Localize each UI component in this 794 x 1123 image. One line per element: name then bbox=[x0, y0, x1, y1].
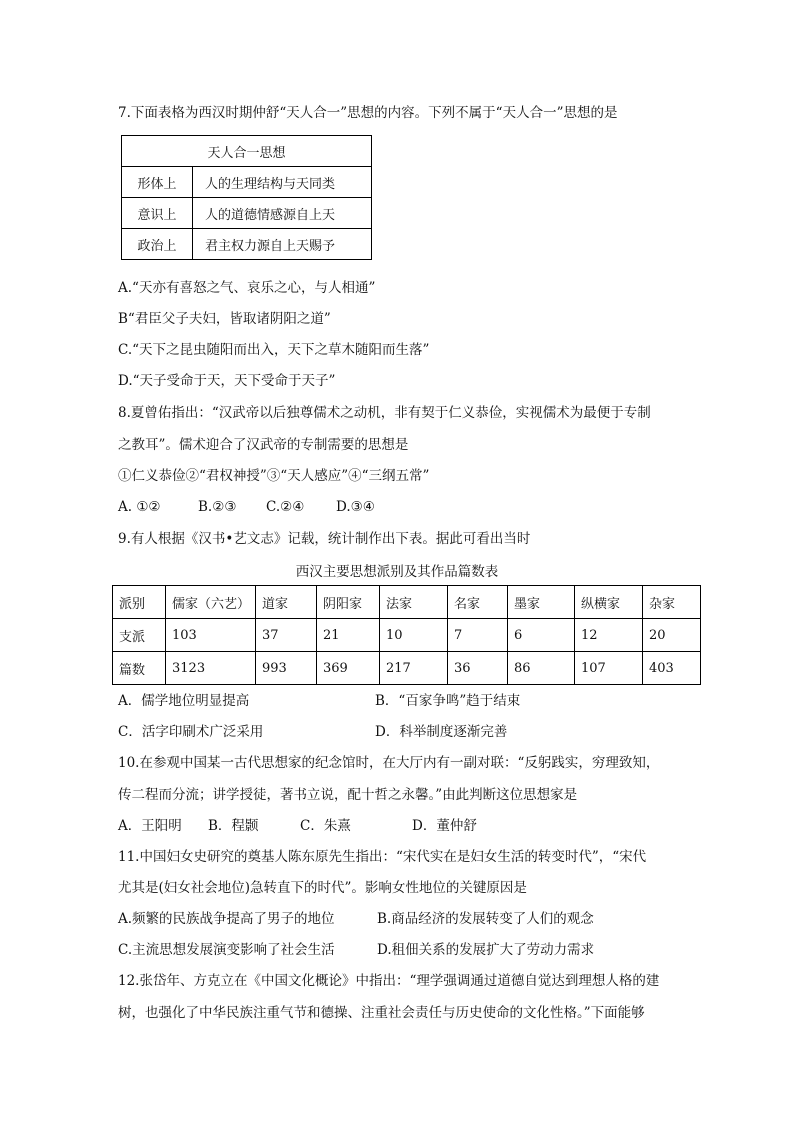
table-cell: 103 bbox=[166, 619, 256, 652]
table-row bbox=[122, 167, 372, 198]
q11-option-c: C.主流思想发展演变影响了社会生活 bbox=[118, 942, 335, 958]
q10-stem-line2: 传二程而分流；讲学授徒，著书立说，配十哲之永馨。”由此判断这位思想家是 bbox=[118, 787, 578, 803]
q7-table-header: 天人合一思想 bbox=[122, 136, 372, 167]
table-cell: 7 bbox=[448, 619, 508, 652]
q11-option-d: D.租佃关系的发展扩大了劳动力需求 bbox=[377, 942, 595, 958]
q11-option-a: A.频繁的民族战争提高了男子的地位 bbox=[118, 911, 335, 927]
table-cell: 993 bbox=[256, 652, 317, 685]
q8-option-b: B.②③ bbox=[198, 499, 237, 515]
table-cell: 形体上 bbox=[122, 167, 193, 198]
q11-stem-line1: 11.中国妇女史研究的奠基人陈东原先生指出：“宋代实在是妇女生活的转变时代”，“宋代 bbox=[118, 849, 647, 865]
q10-option-b: B．程颢 bbox=[208, 818, 259, 834]
q9-stem: 9.有人根据《汉书•艺文志》记载，统计制作出下表。据此可看出当时 bbox=[118, 531, 531, 547]
q10-option-c: C．朱熹 bbox=[300, 818, 351, 834]
table-header-cell: 派别 bbox=[113, 586, 166, 619]
table-header-cell: 儒家（六艺） bbox=[166, 586, 256, 619]
q7-option-a: A.“天亦有喜怒之气、哀乐之心，与人相通” bbox=[118, 280, 376, 296]
q12-stem-line2: 树，也强化了中华民族注重气节和德操、注重社会责任与历史使命的文化性格。”下面能够 bbox=[118, 1005, 645, 1021]
q11-option-b: B.商品经济的发展转变了人们的观念 bbox=[377, 911, 594, 927]
q7-option-d: D.“天子受命于天，天下受命于天子” bbox=[118, 373, 336, 389]
table-cell: 人的道德情感源自上天 bbox=[193, 198, 372, 229]
q9-option-b: B．“百家争鸣”趋于结束 bbox=[375, 693, 521, 709]
table-cell: 36 bbox=[448, 652, 508, 685]
q9-table-title: 西汉主要思想派别及其作品篇数表 bbox=[295, 564, 499, 580]
table-row bbox=[122, 229, 372, 260]
q10-option-d: D．董仲舒 bbox=[412, 818, 477, 834]
table-row bbox=[113, 619, 701, 652]
table-cell: 403 bbox=[643, 652, 701, 685]
table-cell: 6 bbox=[508, 619, 575, 652]
q9-option-d: D．科举制度逐渐完善 bbox=[375, 724, 508, 740]
q11-stem-line2: 尤其是(妇女社会地位)急转直下的时代”。影响女性地位的关键原因是 bbox=[118, 880, 527, 896]
table-cell: 20 bbox=[643, 619, 701, 652]
table-cell: 支派 bbox=[113, 619, 166, 652]
q8-option-d: D.③④ bbox=[336, 499, 375, 515]
table-row bbox=[113, 652, 701, 685]
table-header-row bbox=[113, 586, 701, 619]
q8-stem-line1: 8.夏曾佑指出：“汉武帝以后独尊儒术之动机，非有契于仁义恭俭，实视儒术为最便于专制 bbox=[118, 405, 651, 421]
table-cell: 政治上 bbox=[122, 229, 193, 260]
q9-option-c: C．活字印刷术广泛采用 bbox=[118, 724, 264, 740]
table-cell: 3123 bbox=[166, 652, 256, 685]
table-header-cell: 杂家 bbox=[643, 586, 701, 619]
table-cell: 369 bbox=[317, 652, 380, 685]
q8-items: ①仁义恭俭②“君权神授”③“天人感应”④“三纲五常” bbox=[118, 468, 430, 484]
q12-stem-line1: 12.张岱年、方克立在《中国文化概论》中指出：“理学强调通过道德自觉达到理想人格的建 bbox=[118, 973, 660, 989]
q7-option-c: C.“天下之昆虫随阳而出入，天下之草木随阳而生落” bbox=[118, 342, 430, 358]
q8-stem-line2: 之教耳”。儒术迎合了汉武帝的专制需要的思想是 bbox=[118, 437, 409, 453]
table-cell: 君主权力源自上天赐予 bbox=[193, 229, 372, 260]
table-cell: 217 bbox=[380, 652, 448, 685]
q8-option-c: C.②④ bbox=[266, 499, 305, 515]
table-cell: 人的生理结构与天同类 bbox=[193, 167, 372, 198]
table-cell: 107 bbox=[575, 652, 643, 685]
table-row bbox=[122, 198, 372, 229]
table-cell: 10 bbox=[380, 619, 448, 652]
table-header-cell: 法家 bbox=[380, 586, 448, 619]
table-cell: 86 bbox=[508, 652, 575, 685]
q7-option-b: B“君臣父子夫妇，皆取诸阴阳之道” bbox=[118, 311, 331, 327]
table-cell: 意识上 bbox=[122, 198, 193, 229]
table-header-cell: 道家 bbox=[256, 586, 317, 619]
table-cell: 篇数 bbox=[113, 652, 166, 685]
q7-stem: 7.下面表格为西汉时期仲舒“天人合一”思想的内容。下列不属于“天人合一”思想的是 bbox=[118, 105, 618, 121]
table-header-cell: 墨家 bbox=[508, 586, 575, 619]
q10-stem-line1: 10.在参观中国某一古代思想家的纪念馆时，在大厅内有一副对联：“反躬践实，穷理致知， bbox=[118, 755, 660, 771]
q7-table bbox=[121, 135, 372, 260]
q9-table bbox=[112, 585, 701, 685]
table-cell: 12 bbox=[575, 619, 643, 652]
table-header-cell: 名家 bbox=[448, 586, 508, 619]
q10-option-a: A．王阳明 bbox=[118, 818, 182, 834]
q8-option-a: A. ①② bbox=[118, 499, 161, 515]
table-header-cell: 纵横家 bbox=[575, 586, 643, 619]
q9-option-a: A．儒学地位明显提高 bbox=[118, 693, 250, 709]
table-cell: 21 bbox=[317, 619, 380, 652]
table-cell: 37 bbox=[256, 619, 317, 652]
table-header-cell: 阴阳家 bbox=[317, 586, 380, 619]
